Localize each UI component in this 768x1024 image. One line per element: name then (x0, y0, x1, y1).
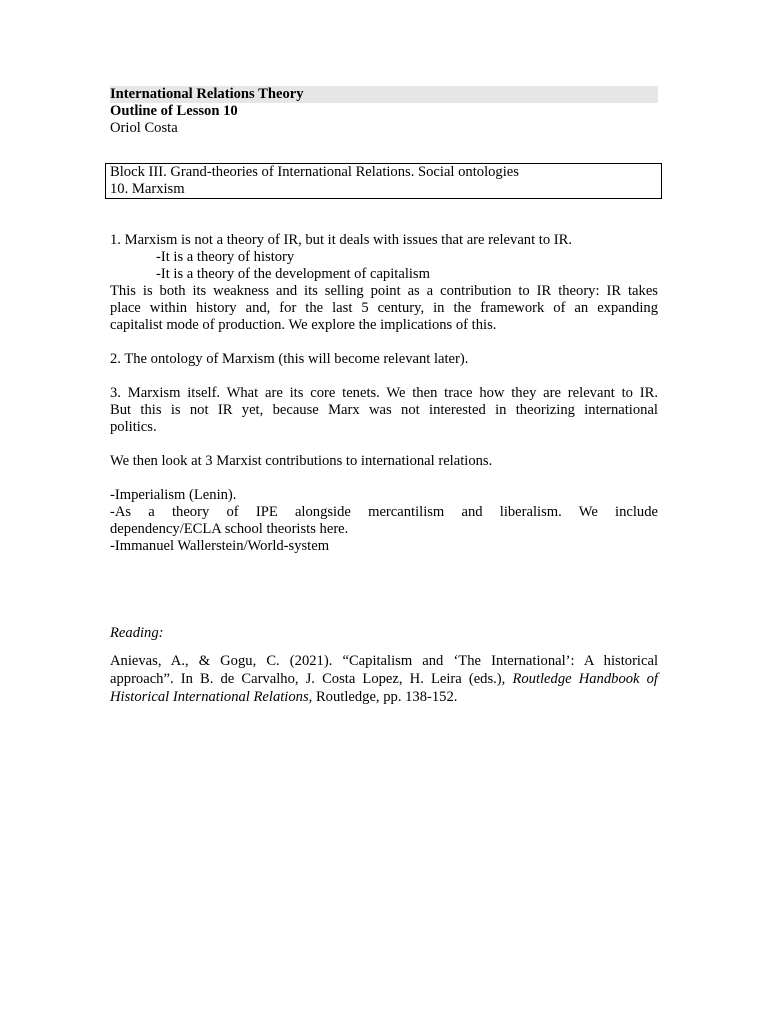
section-3-line: politics. (110, 419, 157, 435)
reference-book-title: Historical International Relations (110, 689, 309, 705)
section-1-intro: 1. Marxism is not a theory of IR, but it deals with issues that are relevant to IR. (110, 232, 573, 248)
contribution-item-world-system: -Immanuel Wallerstein/World-system (110, 538, 330, 554)
reference-line (110, 688, 658, 706)
outline-body (110, 232, 658, 706)
reference-text: approach”. In B. de Carvalho, J. Costa Lopez, H. Leira (eds.), (110, 671, 513, 687)
section-1 (110, 232, 658, 334)
course-title: International Relations Theory (110, 86, 658, 103)
reference-book-title: Routledge Handbook of (512, 671, 658, 687)
section-3-line: 3. Marxism itself. What are its core tenets. We then trace how they are relevant to IR. (110, 385, 658, 401)
lesson-title: Outline of Lesson 10 (110, 103, 238, 119)
block-heading: Block III. Grand-theories of International Relations. Social ontologies (110, 164, 519, 180)
section-1-bullet-history: -It is a theory of history (156, 249, 295, 265)
reading-reference (110, 652, 658, 706)
document-header (110, 86, 658, 137)
section-1-paragraph-line: capitalist mode of production. We explore the implications of this. (110, 317, 497, 333)
section-1-paragraph-line: This is both its weakness and its selling point as a contribution to IR theory: IR takes (110, 283, 658, 299)
lesson-topic: 10. Marxism (110, 181, 185, 197)
section-3-line: But this is not IR yet, because Marx was not interested in theorizing international (110, 402, 658, 418)
block-box (105, 163, 662, 199)
contribution-item-ipe: -As a theory of IPE alongside mercantilism and liberalism. We include (110, 504, 658, 520)
document-page (110, 86, 658, 706)
reference-publisher: , Routledge, pp. 138-152. (308, 689, 458, 705)
author-name: Oriol Costa (110, 120, 178, 136)
contribution-item-ipe-continued: dependency/ECLA school theorists here. (110, 521, 349, 537)
section-2-text: 2. The ontology of Marxism (this will become relevant later). (110, 351, 469, 367)
section-3 (110, 385, 658, 436)
contribution-item-imperialism: -Imperialism (Lenin). (110, 487, 237, 503)
section-1-bullet-capitalism: -It is a theory of the development of capitalism (156, 266, 430, 282)
section-2 (110, 351, 658, 368)
reading-label: Reading: (110, 625, 164, 641)
reference-line: Anievas, A., & Gogu, C. (2021). “Capitalism and ‘The International’: A historical (110, 653, 658, 669)
section-1-paragraph-line: place within history and, for the last 5 century, in the framework of an expanding (110, 300, 658, 316)
contributions-section (110, 453, 658, 555)
contributions-intro: We then look at 3 Marxist contributions to international relations. (110, 453, 493, 469)
reference-line (110, 670, 658, 688)
